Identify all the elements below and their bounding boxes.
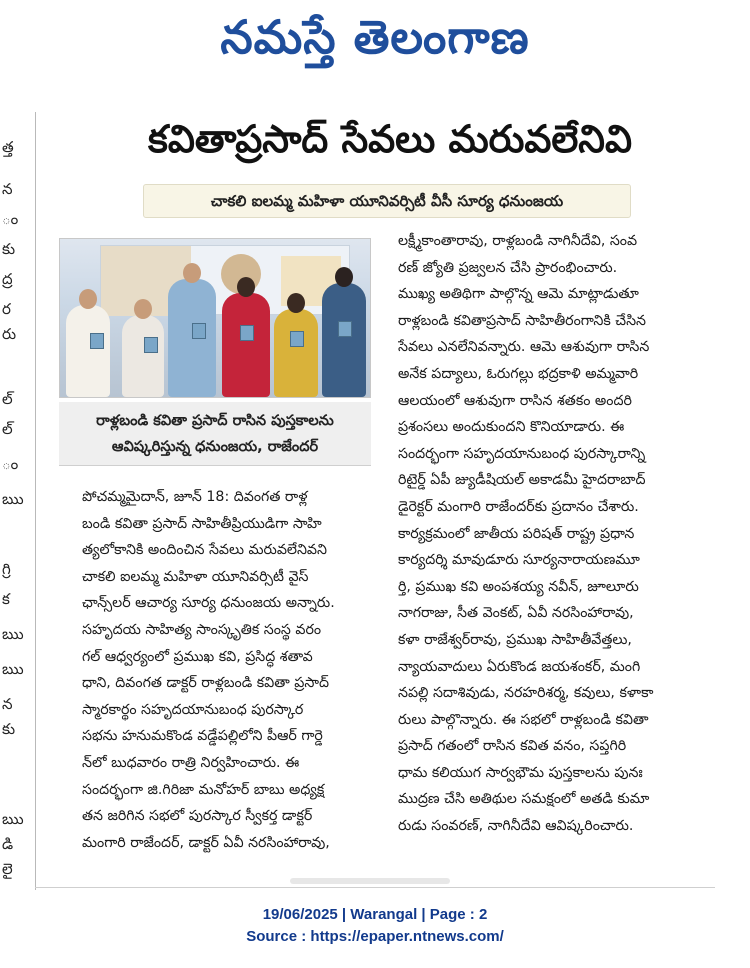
- article-text-line: సభను హనుమకొండ వడ్డేపల్లిలోని పీఆర్ గార్డె: [82, 728, 323, 745]
- article-text-line: ముఖ్య అతిథిగా పాల్గొన్న ఆమె మాట్లాడుతూ: [398, 286, 639, 303]
- article-text-line: ర్తి, ప్రముఖ కవి అంపశయ్య నవీన్, జూలూరు: [398, 578, 639, 595]
- fragment-glyph: ం: [2, 210, 19, 228]
- footer: [0, 904, 750, 948]
- article-text-line: ఛాన్స్‌లర్ ఆచార్య సూర్య ధనుంజయ అన్నారు.: [82, 595, 335, 612]
- article-text-line: నపల్లి సదాశివుడు, నరహరిశర్మ, కవులు, కళాకా: [398, 685, 654, 702]
- fragment-glyph: కు: [2, 720, 16, 738]
- fragment-glyph: క: [2, 590, 10, 608]
- article-text-line: న్‌లో బుధవారం రాత్రి నిర్వహించారు. ఈ: [82, 754, 300, 771]
- fragment-glyph: డి: [2, 835, 14, 853]
- column-divider: [35, 112, 36, 890]
- fragment-glyph: కు: [2, 240, 16, 258]
- article-text-line: ప్రశంసలు అందుకుందని కొనియాడారు. ఈ: [398, 419, 625, 436]
- article-text-line: స్మారకార్థం సహృదయానుబంధ పురస్కార: [82, 701, 304, 718]
- article-text-line: చాకలి ఐలమ్మ మహిళా యూనివర్సిటీ వైస్: [82, 568, 309, 585]
- adjacent-column-fragment: [0, 120, 30, 890]
- fragment-glyph: ల్: [2, 390, 13, 408]
- photo-caption: [59, 402, 371, 466]
- article-text-line: కళా రాజేశ్వర్‌రావు, ప్రముఖ సాహితీవేత్తలు,: [398, 631, 632, 648]
- article-photo: [59, 238, 371, 398]
- fragment-glyph: గ్రి: [2, 560, 11, 578]
- caption-line-2: ఆవిష్కరిస్తున్న ధనుంజయ, రాజేందర్: [111, 439, 319, 455]
- article-text-line: సందర్భంగా సహృదయానుబంధ పురస్కారాన్ని: [398, 445, 646, 462]
- article-text-line: కార్యక్రమంలో జాతీయ పరిషత్ రాష్ట్ర ప్రధాన: [398, 525, 635, 542]
- fragment-glyph: ఋ: [2, 810, 24, 828]
- fragment-glyph: ద్ర: [2, 270, 13, 288]
- caption-line-1: రాళ్లబండి కవితా ప్రసాద్ రాసిన పుస్తకాలను: [96, 413, 334, 429]
- article-text-line: ముద్రణ చేసి అతిథుల సమక్షంలో అతడి కుమా: [398, 791, 650, 808]
- article-column-1: [82, 484, 368, 856]
- article-text-line: రుడు సంవరణ్, నాగినీదేవి ఆవిష్కరించారు.: [398, 818, 634, 835]
- article-text-line: ధాని, దివంగత డాక్టర్ రాళ్లబండి కవితా ప్రసాద్: [82, 675, 329, 692]
- fragment-glyph: న: [2, 695, 13, 713]
- footer-source: Source : https://epaper.ntnews.com/: [246, 928, 504, 945]
- fragment-glyph: ం: [2, 455, 19, 473]
- article-text-line: రిటైర్డ్ ఏపీ జ్యుడీషియల్ అకాడమీ హైదరాబాద్: [398, 472, 646, 489]
- article-text-line: రులు పాల్గొన్నారు. ఈ సభలో రాళ్లబండి కవితా: [398, 711, 649, 728]
- fragment-glyph: రు: [2, 325, 17, 343]
- article-text-line: మంగారి రాజేందర్, డాక్టర్ ఏవీ నరసింహారావు,: [82, 834, 330, 851]
- article-text-line: గల్ ఆధ్వర్యంలో ప్రముఖ కవి, ప్రసిద్ధ శతావ: [82, 648, 313, 665]
- fragment-glyph: ఋ: [2, 490, 24, 508]
- article-subhead: చాకలి ఐలమ్మ మహిళా యూనివర్సిటీ వీసీ సూర్య ధనుంజయ: [143, 184, 631, 218]
- article-headline: కవితాప్రసాద్ సేవలు మరువలేనివి: [147, 117, 633, 161]
- article-text-line: ధామ కలియుగ సార్వభౌమ పుస్తకాలను పునః: [398, 764, 643, 781]
- article-text-line: లక్ష్మీకాంతారావు, రాళ్లబండి నాగినీదేవి, సంవ: [398, 233, 638, 249]
- fragment-glyph: త్త: [2, 138, 14, 156]
- article-text-line: రణ్ జ్యోతి ప్రజ్వలన చేసి ప్రారంభించారు.: [398, 259, 618, 276]
- article-text-line: బండి కవితా ప్రసాద్ సాహితీప్రియుడిగా సాహి: [82, 515, 322, 532]
- article-text-line: న్యాయవాదులు ఏరుకొండ జయశంకర్, మంగి: [398, 658, 641, 675]
- article-text-line: సందర్భంగా జి.గిరిజా మనోహర్ బాబు అధ్యక్ష: [82, 781, 325, 798]
- article-text-line: సహృదయ సాహిత్య సాంస్కృతిక సంస్థ వరం: [82, 621, 322, 638]
- article-text-line: పోచమ్మమైదాన్, జూన్ 18: దివంగత రాళ్ల: [82, 489, 308, 505]
- bottom-smudge: [290, 878, 450, 884]
- fragment-glyph: ల్: [2, 420, 13, 438]
- article-text-line: కార్యదర్శి మావుడూరు సూర్యనారాయణమూ: [398, 552, 640, 569]
- fragment-glyph: ర: [2, 300, 11, 318]
- fragment-glyph: ఋ: [2, 660, 24, 678]
- article-text-line: త్యలోకానికి అందించిన సేవలు మరువలేనివని: [82, 542, 327, 559]
- fragment-glyph: లై: [2, 860, 13, 878]
- newspaper-logo: నమస్తే తెలంగాణ: [220, 10, 530, 64]
- article-text-line: సేవలు ఎనలేనివన్నారు. ఆమె ఆశువుగా రాసిన: [398, 339, 650, 356]
- bottom-divider: [35, 887, 715, 888]
- fragment-glyph: న: [2, 180, 13, 198]
- article-text-line: రాళ్లబండి కవితాప్రసాద్ సాహితీరంగానికి చేసిన: [398, 312, 646, 329]
- article-text-line: ఆలయంలో ఆశువుగా రాసిన శతకం అందరి: [398, 392, 632, 409]
- footer-date-edition: 19/06/2025 | Warangal | Page : 2: [262, 906, 488, 923]
- article-text-line: ప్రసాద్ గతంలో రాసిన కవిత వనం, సప్తగిరి: [398, 738, 627, 755]
- article-text-line: అనేక పద్యాలు, ఓరుగల్లు భద్రకాళి అమ్మవారి: [398, 365, 639, 382]
- fragment-glyph: ఋ: [2, 625, 24, 643]
- article-text-line: తన జరిగిన సభలో పురస్కార స్వీకర్త డాక్టర్: [82, 808, 313, 825]
- masthead: [0, 0, 750, 84]
- article-column-2: [398, 228, 714, 840]
- article-text-line: నాగరాజు, సీత వెంకట్, ఏవీ నరసింహారావు,: [398, 605, 634, 622]
- article-text-line: డైరెక్టర్ మంగారి రాజేందర్‌కు ప్రదానం చేశారు.: [398, 498, 639, 515]
